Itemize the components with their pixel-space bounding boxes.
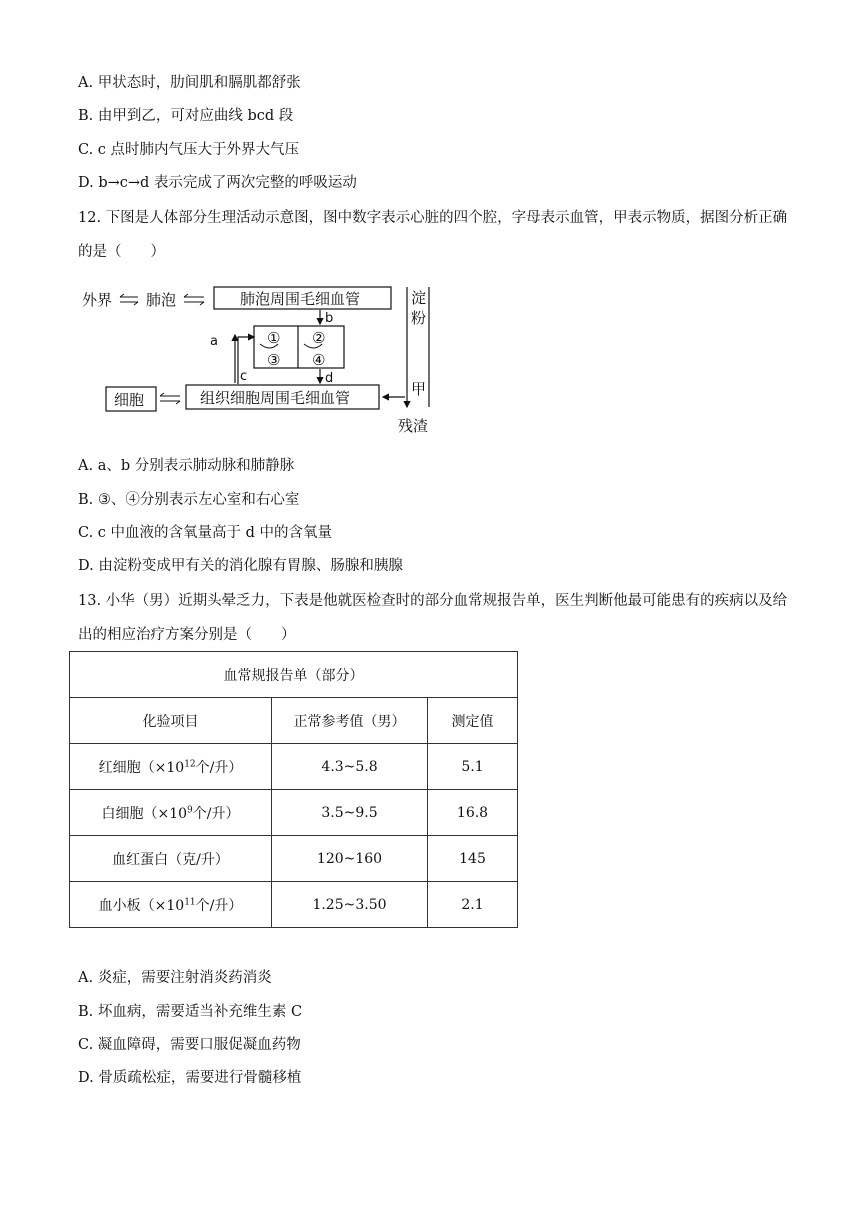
row-value: 145 — [428, 836, 518, 882]
row-reference: 1.25~3.50 — [272, 882, 428, 928]
chamber-1: ① — [267, 329, 281, 347]
chamber-2: ② — [312, 329, 326, 347]
q12-stem: 12. 下图是人体部分生理活动示意图，图中数字表示心脏的四个腔，字母表示血管，甲表示物质，据图分析正确的是（ ） — [78, 210, 788, 260]
tissue-capillary-label: 组织细胞周围毛细血管 — [200, 389, 351, 407]
q11-option-d: D. b→c→d 表示完成了两次完整的呼吸运动 — [78, 175, 357, 191]
q12-option-c: C. c 中血液的含氧量高于 d 中的含氧量 — [78, 525, 333, 541]
q13-option-b: B. 坏血病，需要适当补充维生素 C — [78, 1004, 303, 1020]
q11-option-c: C. c 点时肺内气压大于外界大气压 — [78, 142, 300, 158]
residue-label: 残渣 — [398, 417, 429, 435]
jia-label: 甲 — [411, 380, 427, 398]
q12-option-b: B. ③、④分别表示左心室和右心室 — [78, 492, 300, 508]
table-row — [70, 744, 518, 790]
table-title-row — [70, 652, 518, 698]
header-value: 测定值 — [428, 698, 518, 744]
row-name: 白细胞（$\times 10^9$个/升） — [70, 790, 272, 836]
q13-stem: 13. 小华（男）近期头晕乏力，下表是他就医检查时的部分血常规报告单，医生判断他最可能患有的疾病以及给出的相应治疗方案分别是（ ） — [78, 593, 788, 643]
table-title: 血常规报告单（部分） — [70, 652, 518, 698]
starch-label-1: 淀 — [411, 289, 427, 307]
circulation-diagram — [80, 283, 440, 438]
q13-option-c: C. 凝血障碍，需要口服促凝血药物 — [78, 1037, 301, 1053]
table-header-row — [70, 698, 518, 744]
q11-option-b: B. 由甲到乙，可对应曲线 bcd 段 — [78, 108, 294, 124]
row-name: 血小板（$\times 10^{11}$个/升） — [70, 882, 272, 928]
blood-report-table — [69, 651, 518, 928]
table-row — [70, 836, 518, 882]
vessel-b: b — [325, 311, 334, 326]
row-name: 血红蛋白（克/升） — [70, 836, 272, 882]
q13-option-a: A. 炎症，需要注射消炎药消炎 — [78, 970, 272, 986]
header-reference: 正常参考值（男） — [272, 698, 428, 744]
outside-label: 外界 — [82, 291, 113, 309]
header-item: 化验项目 — [70, 698, 272, 744]
row-reference: 120~160 — [272, 836, 428, 882]
row-reference: 4.3~5.8 — [272, 744, 428, 790]
row-value: 2.1 — [428, 882, 518, 928]
starch-label-2: 粉 — [411, 309, 427, 327]
row-value: 16.8 — [428, 790, 518, 836]
q11-option-a: A. 甲状态时，肋间肌和膈肌都舒张 — [78, 75, 301, 91]
table-row — [70, 882, 518, 928]
alveoli-label: 肺泡 — [146, 291, 177, 309]
chamber-3: ③ — [267, 351, 281, 369]
vessel-d: d — [325, 371, 334, 386]
vessel-c: c — [240, 369, 248, 384]
row-name: 红细胞（$\times 10^{12}$个/升） — [70, 744, 272, 790]
q12-option-a: A. a、b 分别表示肺动脉和肺静脉 — [78, 458, 295, 474]
row-value: 5.1 — [428, 744, 518, 790]
alveoli-capillary-label: 肺泡周围毛细血管 — [240, 290, 361, 308]
table-row — [70, 790, 518, 836]
row-reference: 3.5~9.5 — [272, 790, 428, 836]
q12-option-d: D. 由淀粉变成甲有关的消化腺有胃腺、肠腺和胰腺 — [78, 558, 403, 574]
cell-label: 细胞 — [114, 391, 145, 409]
chamber-4: ④ — [312, 351, 326, 369]
vessel-a: a — [210, 334, 218, 349]
q13-option-d: D. 骨质疏松症，需要进行骨髓移植 — [78, 1070, 302, 1086]
